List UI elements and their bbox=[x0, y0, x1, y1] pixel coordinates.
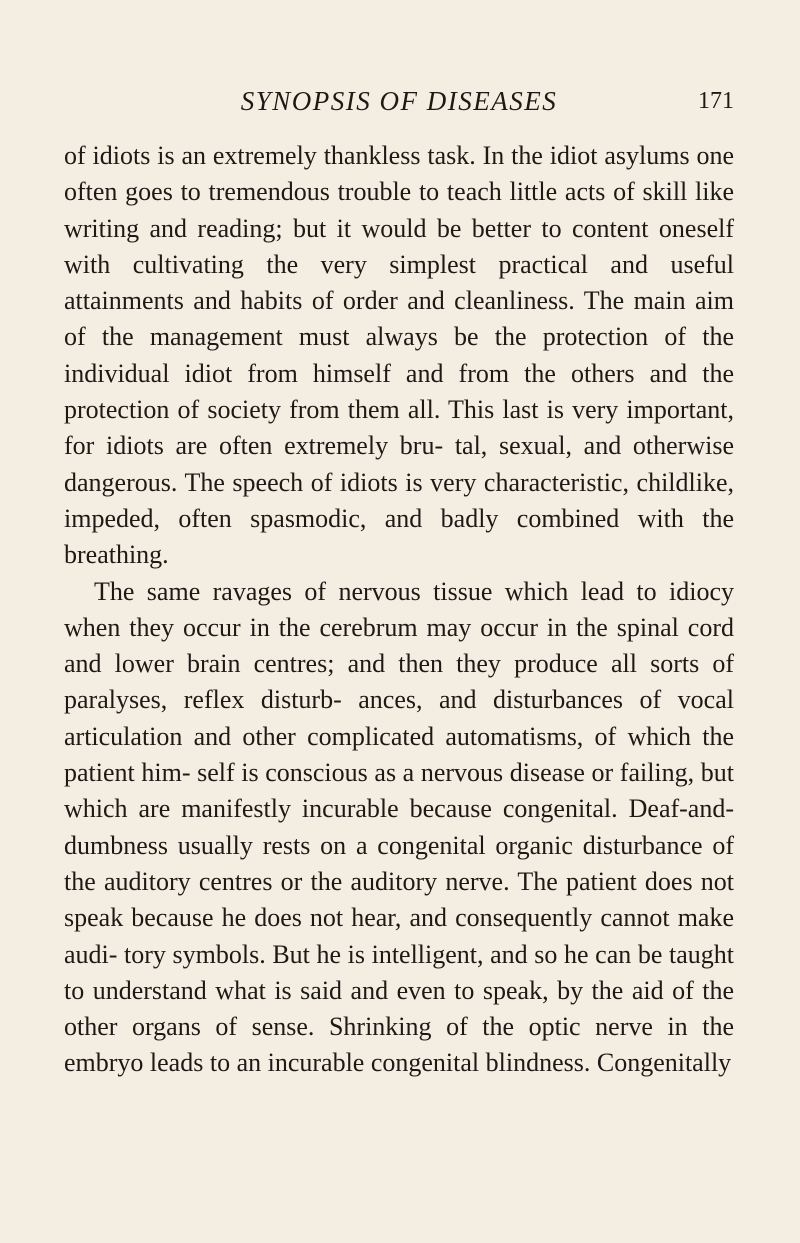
running-head: SYNOPSIS OF DISEASES bbox=[240, 86, 558, 116]
paragraph: The same ravages of nervous tissue which lead to idiocy when they occur in the cerebrum may occur in the spinal cord and lower brain centres; and then they produce all sorts of paralyses, reflex disturb- ances, and disturbances of vocal articulation and other complicated automatisms, of which the patient him- self is conscious as a nervous disease or failing, but which are manifestly incurable because congenital. Deaf-and-dumbness usually rests on a congenital organic disturbance of the auditory centres or the auditory nerve. The patient does not speak because he does not hear, and consequently cannot make audi- tory symbols. But he is intelligent, and so he can be taught to understand what is said and even to speak, by the aid of the other organs of sense. Shrinking of the optic nerve in the embryo leads to an incurable congenital blindness. Congenitally bbox=[64, 576, 734, 1078]
paragraph: of idiots is an extremely thankless task. In the idiot asylums one often goes to tremendous trouble to teach little acts of skill like writing and reading; but it would be better to content oneself with cultivating the very simplest practical and useful attainments and habits of order and cleanliness. The main aim of the management must always be the protection of the individual idiot from himself and from the others and the protection of society from them all. This last is very important, for idiots are often extremely bru- tal, sexual, and otherwise dangerous. The speech of idiots is very characteristic, childlike, impeded, often spasmodic, and badly combined with the breathing. bbox=[64, 141, 734, 570]
page-header bbox=[64, 80, 734, 120]
body-text bbox=[64, 138, 734, 1082]
page-number: 171 bbox=[698, 88, 734, 114]
